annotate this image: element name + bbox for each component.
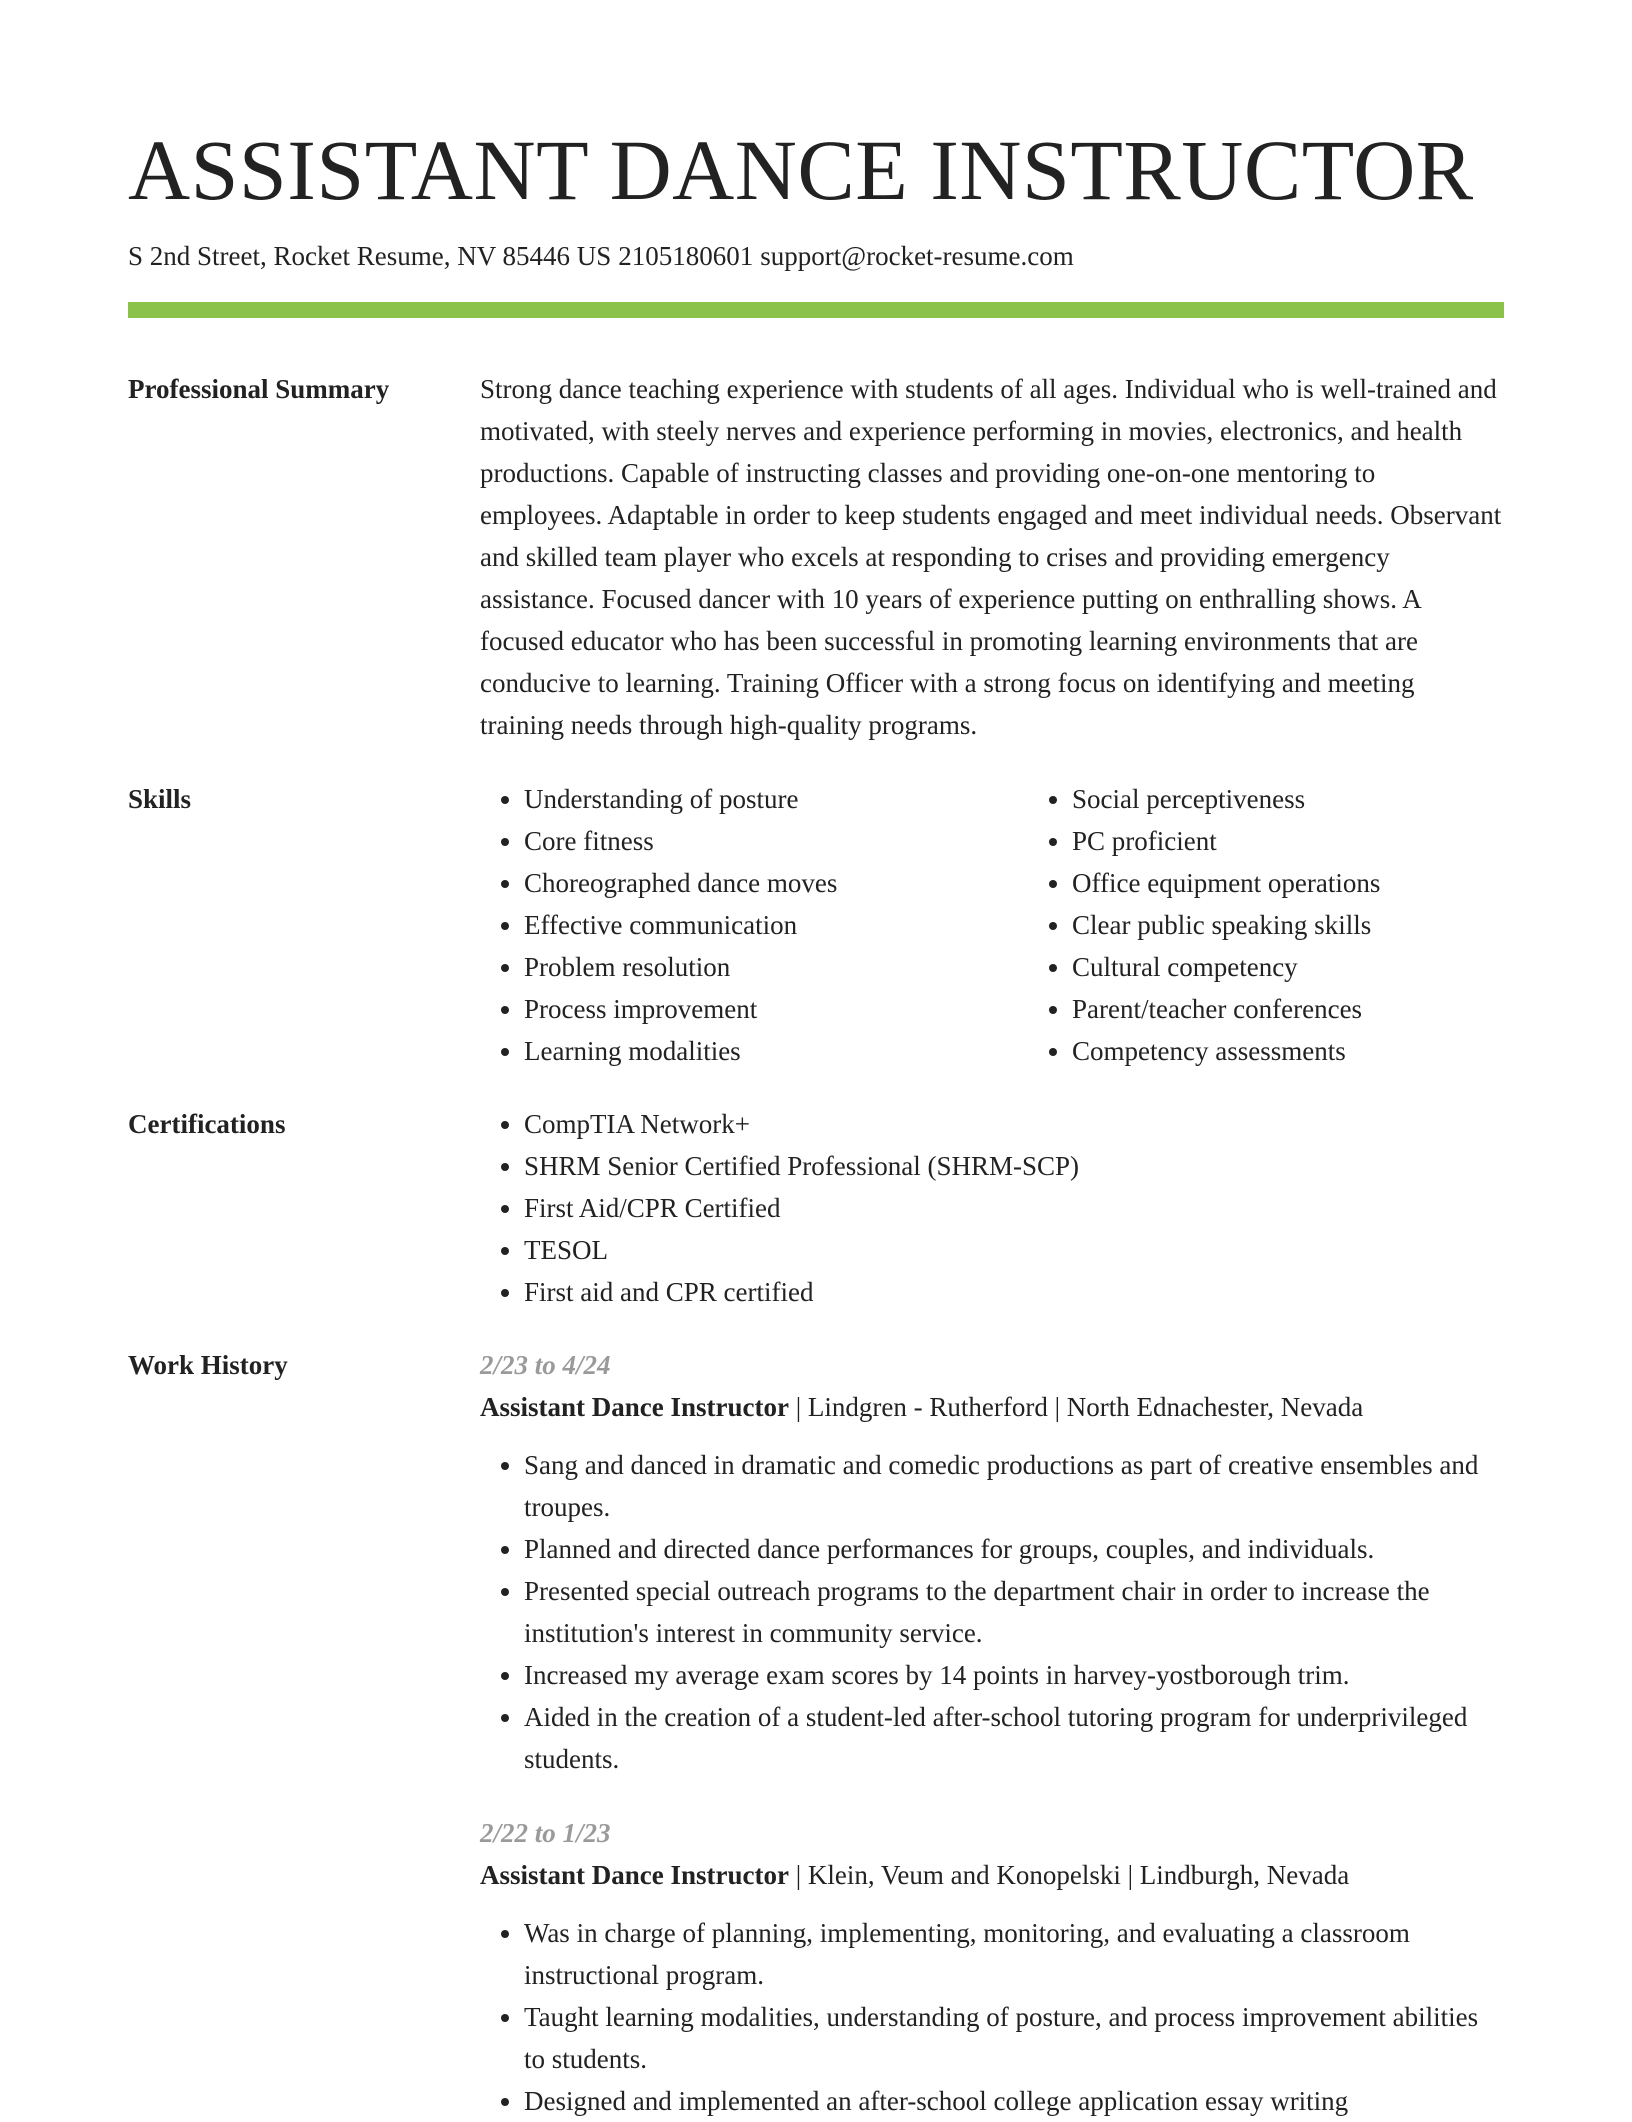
job-bullets: [480, 1912, 1504, 2122]
job-dates: 2/23 to 4/24: [480, 1350, 611, 1380]
job-bullet: • Presented special outreach programs to the department chair in order to increase the institution's interest in community service.: [524, 1570, 1504, 1654]
skill-item: • Office equipment operations: [1072, 862, 1576, 904]
skills-list-right: [1028, 778, 1576, 1072]
skill-item: • Parent/teacher conferences: [1072, 988, 1576, 1030]
skills-columns: [480, 778, 1576, 1072]
job-title: Assistant Dance Instructor: [480, 1392, 789, 1422]
skill-item: • Effective communication: [524, 904, 1028, 946]
job-dates: 2/22 to 1/23: [480, 1818, 611, 1848]
certifications-section: [128, 1103, 1504, 1313]
job-entry: [480, 1344, 1504, 1780]
skill-item: • Process improvement: [524, 988, 1028, 1030]
job-bullet: • Aided in the creation of a student-led after-school tutoring program for underprivileged students.: [524, 1696, 1504, 1780]
skill-item: • PC proficient: [1072, 820, 1576, 862]
resume-page: [128, 0, 1504, 2122]
contact-phone: 2105180601: [618, 241, 754, 271]
skill-item: • Problem resolution: [524, 946, 1028, 988]
header-divider: [128, 302, 1504, 318]
job-bullet: • Increased my average exam scores by 14 points in harvey-yostborough trim.: [524, 1654, 1504, 1696]
skills-section: [128, 778, 1504, 1072]
job-bullet: • Designed and implemented an after-school college application essay writing: [524, 2080, 1504, 2122]
skill-item: • Core fitness: [524, 820, 1028, 862]
section-heading-skills: Skills: [128, 784, 192, 814]
skill-item: • Social perceptiveness: [1072, 778, 1576, 820]
job-bullet: • Sang and danced in dramatic and comedic productions as part of creative ensembles and troupes.: [524, 1444, 1504, 1528]
contact-email: support@rocket-resume.com: [760, 241, 1074, 271]
certification-item: • CompTIA Network+: [524, 1103, 1504, 1145]
skill-item: • Learning modalities: [524, 1030, 1028, 1072]
skills-list-left: [480, 778, 1028, 1072]
job-entry: [480, 1812, 1504, 2122]
skill-item: • Clear public speaking skills: [1072, 904, 1576, 946]
skill-item: • Understanding of posture: [524, 778, 1028, 820]
job-bullet: • Was in charge of planning, implementing, monitoring, and evaluating a classroom instructional program.: [524, 1912, 1504, 1996]
contact-address: S 2nd Street, Rocket Resume, NV 85446 US: [128, 241, 612, 271]
section-heading-certifications: Certifications: [128, 1109, 286, 1139]
job-heading: [480, 1386, 1504, 1428]
job-bullet: • Taught learning modalities, understanding of posture, and process improvement abilities to students.: [524, 1996, 1504, 2080]
certification-item: • First aid and CPR certified: [524, 1271, 1504, 1313]
summary-section: [128, 368, 1504, 746]
candidate-title: ASSISTANT DANCE INSTRUCTOR: [128, 122, 1474, 218]
skill-item: • Choreographed dance moves: [524, 862, 1028, 904]
section-heading-work: Work History: [128, 1350, 288, 1380]
summary-text: Strong dance teaching experience with students of all ages. Individual who is well-trained and motivated, with steely nerves and experience performing in movies, electronics, and health productions. Capable of instructing classes and providing one-on-one mentoring to employees. Adaptable in order to keep students engaged and meet individual needs. Observant and skilled team player who excels at responding to crises and providing emergency assistance. Focused dancer with 10 years of experience putting on enthralling shows. A focused educator who has been successful in promoting learning environments that are conducive to learning. Training Officer with a strong focus on identifying and meeting training needs through high-quality programs.: [480, 374, 1502, 740]
contact-line: [128, 238, 1504, 274]
work-history-body: [480, 1344, 1504, 2122]
job-title: Assistant Dance Instructor: [480, 1860, 789, 1890]
skill-item: • Cultural competency: [1072, 946, 1576, 988]
job-details: | Klein, Veum and Konopelski | Lindburgh, Nevada: [788, 1860, 1350, 1890]
certifications-body: [480, 1103, 1504, 1313]
certification-item: • SHRM Senior Certified Professional (SHRM-SCP): [524, 1145, 1504, 1187]
job-heading: [480, 1854, 1504, 1896]
work-history-section: [128, 1344, 1504, 2122]
job-bullets: [480, 1444, 1504, 1780]
job-details: | Lindgren - Rutherford | North Ednachester, Nevada: [788, 1392, 1364, 1422]
job-bullet: • Planned and directed dance performances for groups, couples, and individuals.: [524, 1528, 1504, 1570]
certification-item: • TESOL: [524, 1229, 1504, 1271]
certifications-list: [480, 1103, 1504, 1313]
certification-item: • First Aid/CPR Certified: [524, 1187, 1504, 1229]
section-heading-summary: Professional Summary: [128, 374, 390, 404]
skill-item: • Competency assessments: [1072, 1030, 1576, 1072]
